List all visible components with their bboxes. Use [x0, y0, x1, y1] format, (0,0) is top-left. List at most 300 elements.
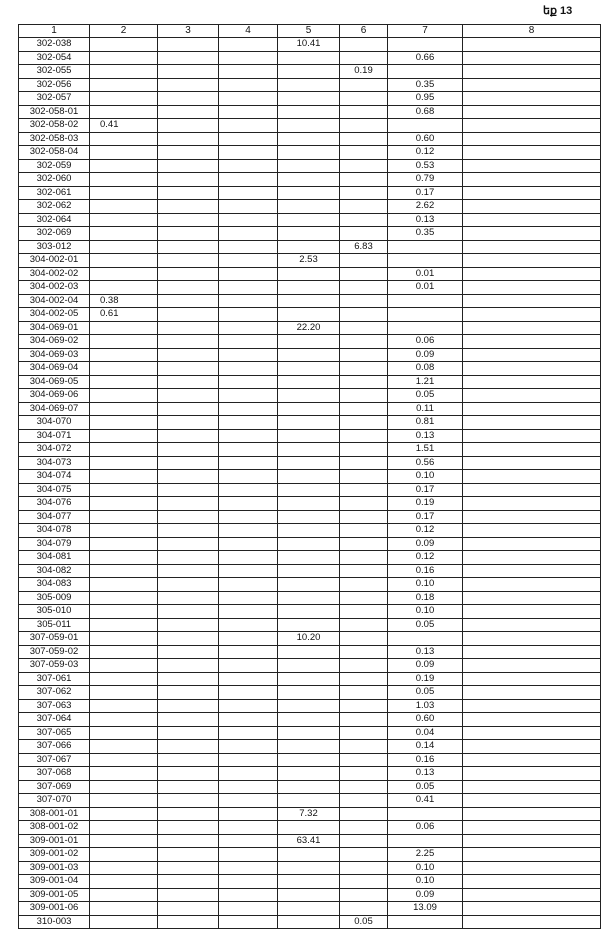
table-cell-col-3: [158, 510, 219, 524]
table-cell-col-2: [90, 200, 158, 214]
table-cell-col-2: [90, 92, 158, 106]
table-cell-col-7: 2.25: [388, 848, 463, 862]
table-cell-col-6: [340, 321, 388, 335]
table-cell-col-7: 0.13: [388, 429, 463, 443]
table-cell-col-1: 304-069-03: [19, 348, 90, 362]
table-cell-col-5: [278, 119, 340, 133]
table-row: [19, 227, 601, 241]
table-cell-col-6: [340, 213, 388, 227]
table-cell-col-7: 0.17: [388, 483, 463, 497]
table-cell-col-4: [219, 821, 278, 835]
page-number: եք 13: [543, 5, 573, 17]
table-cell-col-8: [463, 605, 601, 619]
table-cell-col-6: [340, 861, 388, 875]
table-cell-col-3: [158, 564, 219, 578]
table-cell-col-4: [219, 537, 278, 551]
table-body: [19, 38, 601, 929]
table-cell-col-4: [219, 699, 278, 713]
table-cell-col-3: [158, 335, 219, 349]
table-cell-col-8: [463, 632, 601, 646]
table-cell-col-3: [158, 294, 219, 308]
table-cell-col-6: [340, 875, 388, 889]
table-cell-col-1: 309-001-06: [19, 902, 90, 916]
table-cell-col-5: [278, 105, 340, 119]
table-cell-col-4: [219, 686, 278, 700]
table-cell-col-8: [463, 834, 601, 848]
table-cell-col-7: 0.14: [388, 740, 463, 754]
table-cell-col-2: [90, 767, 158, 781]
table-row: [19, 767, 601, 781]
table-cell-col-6: [340, 807, 388, 821]
table-cell-col-3: [158, 821, 219, 835]
table-cell-col-4: [219, 65, 278, 79]
table-cell-col-1: 302-038: [19, 38, 90, 52]
table-cell-col-1: 307-068: [19, 767, 90, 781]
table-cell-col-1: 304-002-01: [19, 254, 90, 268]
table-cell-col-1: 307-059-03: [19, 659, 90, 673]
table-cell-col-8: [463, 308, 601, 322]
table-row: [19, 362, 601, 376]
table-cell-col-2: [90, 375, 158, 389]
table-cell-col-5: 2.53: [278, 254, 340, 268]
table-cell-col-6: [340, 281, 388, 295]
table-cell-col-8: [463, 807, 601, 821]
table-cell-col-2: [90, 267, 158, 281]
table-row: [19, 308, 601, 322]
table-cell-col-2: 0.61: [90, 308, 158, 322]
table-cell-col-3: [158, 740, 219, 754]
table-cell-col-4: [219, 591, 278, 605]
table-cell-col-1: 304-079: [19, 537, 90, 551]
table-cell-col-5: [278, 267, 340, 281]
table-cell-col-7: [388, 38, 463, 52]
table-row: [19, 510, 601, 524]
table-row: [19, 605, 601, 619]
table-cell-col-2: [90, 780, 158, 794]
table-cell-col-4: [219, 834, 278, 848]
table-cell-col-8: [463, 470, 601, 484]
table-cell-col-2: [90, 281, 158, 295]
table-row: [19, 821, 601, 835]
table-cell-col-3: [158, 254, 219, 268]
table-cell-col-8: [463, 497, 601, 511]
table-cell-col-4: [219, 348, 278, 362]
table-cell-col-6: [340, 713, 388, 727]
table-cell-col-5: [278, 470, 340, 484]
table-cell-col-3: [158, 497, 219, 511]
table-row: [19, 699, 601, 713]
table-cell-col-4: [219, 524, 278, 538]
table-cell-col-3: [158, 645, 219, 659]
table-cell-col-6: [340, 551, 388, 565]
table-cell-col-4: [219, 281, 278, 295]
table-row: [19, 807, 601, 821]
table-cell-col-5: [278, 456, 340, 470]
table-cell-col-5: [278, 132, 340, 146]
table-cell-col-6: [340, 456, 388, 470]
table-cell-col-6: [340, 38, 388, 52]
table-cell-col-6: [340, 794, 388, 808]
table-cell-col-4: [219, 240, 278, 254]
table-cell-col-1: 304-073: [19, 456, 90, 470]
table-cell-col-7: 0.06: [388, 821, 463, 835]
table-cell-col-8: [463, 686, 601, 700]
table-cell-col-4: [219, 713, 278, 727]
table-row: [19, 294, 601, 308]
table-cell-col-6: [340, 578, 388, 592]
table-cell-col-3: [158, 861, 219, 875]
table-cell-col-2: [90, 335, 158, 349]
table-cell-col-2: [90, 159, 158, 173]
table-cell-col-3: [158, 348, 219, 362]
table-cell-col-6: [340, 294, 388, 308]
table-cell-col-8: [463, 915, 601, 929]
table-cell-col-5: [278, 848, 340, 862]
table-cell-col-5: [278, 888, 340, 902]
table-cell-col-7: 0.41: [388, 794, 463, 808]
table-cell-col-1: 302-056: [19, 78, 90, 92]
table-cell-col-1: 304-072: [19, 443, 90, 457]
table-cell-col-8: [463, 551, 601, 565]
table-cell-col-1: 307-063: [19, 699, 90, 713]
table-cell-col-5: [278, 753, 340, 767]
table-cell-col-6: [340, 740, 388, 754]
table-row: [19, 213, 601, 227]
table-row: [19, 92, 601, 106]
table-cell-col-6: [340, 389, 388, 403]
table-row: [19, 915, 601, 929]
table-cell-col-2: [90, 510, 158, 524]
table-row: [19, 38, 601, 52]
table-cell-col-5: [278, 227, 340, 241]
table-cell-col-8: [463, 38, 601, 52]
table-cell-col-5: [278, 173, 340, 187]
table-cell-col-5: [278, 308, 340, 322]
table-cell-col-5: [278, 551, 340, 565]
table-row: [19, 848, 601, 862]
table-cell-col-1: 307-069: [19, 780, 90, 794]
table-cell-col-5: [278, 618, 340, 632]
table-cell-col-8: [463, 699, 601, 713]
table-cell-col-6: [340, 429, 388, 443]
table-cell-col-6: [340, 348, 388, 362]
table-cell-col-5: [278, 92, 340, 106]
table-cell-col-4: [219, 146, 278, 160]
table-row: [19, 794, 601, 808]
table-cell-col-5: [278, 564, 340, 578]
table-cell-col-6: [340, 510, 388, 524]
table-cell-col-1: 307-062: [19, 686, 90, 700]
table-row: [19, 119, 601, 133]
table-cell-col-6: [340, 254, 388, 268]
table-row: [19, 146, 601, 160]
table-cell-col-4: [219, 497, 278, 511]
table-cell-col-8: [463, 227, 601, 241]
table-cell-col-4: [219, 132, 278, 146]
table-cell-col-4: [219, 92, 278, 106]
table-cell-col-8: [463, 146, 601, 160]
table-row: [19, 686, 601, 700]
table-cell-col-7: 0.05: [388, 618, 463, 632]
table-cell-col-6: [340, 524, 388, 538]
table-row: [19, 645, 601, 659]
table-row: [19, 321, 601, 335]
table-cell-col-8: [463, 65, 601, 79]
table-cell-col-3: [158, 213, 219, 227]
header-row: [19, 25, 601, 38]
table-cell-col-1: 304-069-01: [19, 321, 90, 335]
table-cell-col-5: [278, 591, 340, 605]
table-cell-col-8: [463, 821, 601, 835]
table-cell-col-4: [219, 51, 278, 65]
table-row: [19, 186, 601, 200]
table-cell-col-8: [463, 875, 601, 889]
table-cell-col-5: [278, 537, 340, 551]
table-cell-col-6: [340, 632, 388, 646]
table-cell-col-6: [340, 605, 388, 619]
table-cell-col-7: 0.19: [388, 497, 463, 511]
table-cell-col-6: [340, 888, 388, 902]
table-cell-col-7: 0.17: [388, 186, 463, 200]
table-cell-col-1: 304-069-07: [19, 402, 90, 416]
table-cell-col-1: 304-075: [19, 483, 90, 497]
table-row: [19, 429, 601, 443]
table-cell-col-8: [463, 848, 601, 862]
table-cell-col-6: [340, 335, 388, 349]
table-cell-col-8: [463, 780, 601, 794]
table-cell-col-5: [278, 821, 340, 835]
table-cell-col-5: [278, 240, 340, 254]
table-cell-col-2: [90, 915, 158, 929]
table-cell-col-6: [340, 497, 388, 511]
table-cell-col-2: [90, 254, 158, 268]
table-cell-col-3: [158, 132, 219, 146]
table-cell-col-5: [278, 915, 340, 929]
table-cell-col-8: [463, 726, 601, 740]
table-cell-col-3: [158, 227, 219, 241]
column-header-2: 2: [90, 25, 158, 38]
table-cell-col-6: [340, 780, 388, 794]
table-cell-col-3: [158, 578, 219, 592]
table-cell-col-3: [158, 173, 219, 187]
table-cell-col-6: [340, 483, 388, 497]
table-cell-col-6: [340, 591, 388, 605]
table-cell-col-8: [463, 362, 601, 376]
table-cell-col-8: [463, 537, 601, 551]
table-cell-col-5: [278, 726, 340, 740]
table-cell-col-3: [158, 902, 219, 916]
table-cell-col-3: [158, 146, 219, 160]
table-cell-col-5: [278, 402, 340, 416]
table-cell-col-5: [278, 159, 340, 173]
table-cell-col-2: [90, 227, 158, 241]
table-cell-col-7: 0.12: [388, 551, 463, 565]
table-cell-col-8: [463, 240, 601, 254]
table-row: [19, 780, 601, 794]
table-cell-col-2: [90, 753, 158, 767]
table-cell-col-7: 0.68: [388, 105, 463, 119]
table-cell-col-6: [340, 470, 388, 484]
table-cell-col-2: [90, 321, 158, 335]
table-cell-col-4: [219, 888, 278, 902]
table-cell-col-2: [90, 551, 158, 565]
table-cell-col-7: 0.35: [388, 227, 463, 241]
table-cell-col-8: [463, 591, 601, 605]
table-cell-col-7: 0.66: [388, 51, 463, 65]
table-cell-col-7: 0.04: [388, 726, 463, 740]
table-cell-col-7: [388, 321, 463, 335]
table-cell-col-2: [90, 632, 158, 646]
table-cell-col-2: [90, 686, 158, 700]
table-cell-col-2: [90, 78, 158, 92]
table-cell-col-7: [388, 240, 463, 254]
table-cell-col-8: [463, 51, 601, 65]
table-cell-col-7: 0.05: [388, 780, 463, 794]
table-cell-col-8: [463, 78, 601, 92]
table-cell-col-7: 13.09: [388, 902, 463, 916]
table-cell-col-5: [278, 794, 340, 808]
table-cell-col-1: 304-083: [19, 578, 90, 592]
table-cell-col-4: [219, 443, 278, 457]
table-cell-col-5: 63.41: [278, 834, 340, 848]
table-cell-col-1: 302-062: [19, 200, 90, 214]
table-row: [19, 65, 601, 79]
table-cell-col-8: [463, 713, 601, 727]
table-cell-col-2: [90, 618, 158, 632]
table-cell-col-2: [90, 645, 158, 659]
table-cell-col-1: 304-077: [19, 510, 90, 524]
table-cell-col-5: [278, 389, 340, 403]
table-cell-col-8: [463, 902, 601, 916]
table-cell-col-8: [463, 564, 601, 578]
table-cell-col-6: [340, 51, 388, 65]
table-row: [19, 267, 601, 281]
table-cell-col-2: [90, 497, 158, 511]
table-cell-col-1: 304-002-03: [19, 281, 90, 295]
table-cell-col-1: 309-001-05: [19, 888, 90, 902]
table-cell-col-4: [219, 173, 278, 187]
table-cell-col-8: [463, 659, 601, 673]
table-cell-col-6: [340, 146, 388, 160]
table-cell-col-6: [340, 267, 388, 281]
table-cell-col-5: 22.20: [278, 321, 340, 335]
table-cell-col-8: [463, 159, 601, 173]
table-cell-col-4: [219, 780, 278, 794]
table-cell-col-1: 304-074: [19, 470, 90, 484]
table-cell-col-1: 304-082: [19, 564, 90, 578]
table-cell-col-2: [90, 38, 158, 52]
table-cell-col-2: [90, 389, 158, 403]
table-cell-col-3: [158, 200, 219, 214]
table-cell-col-2: [90, 537, 158, 551]
table-cell-col-1: 304-069-02: [19, 335, 90, 349]
table-cell-col-1: 309-001-01: [19, 834, 90, 848]
table-cell-col-2: [90, 524, 158, 538]
table-row: [19, 78, 601, 92]
table-cell-col-4: [219, 38, 278, 52]
table-cell-col-4: [219, 605, 278, 619]
table-cell-col-7: 0.10: [388, 861, 463, 875]
table-cell-col-3: [158, 416, 219, 430]
table-cell-col-3: [158, 767, 219, 781]
table-row: [19, 564, 601, 578]
table-cell-col-2: [90, 132, 158, 146]
table-cell-col-8: [463, 213, 601, 227]
table-cell-col-4: [219, 402, 278, 416]
table-cell-col-4: [219, 456, 278, 470]
table-cell-col-8: [463, 888, 601, 902]
column-header-1: 1: [19, 25, 90, 38]
table-cell-col-4: [219, 645, 278, 659]
table-cell-col-6: 6.83: [340, 240, 388, 254]
table-cell-col-7: 1.51: [388, 443, 463, 457]
table-cell-col-1: 304-002-05: [19, 308, 90, 322]
table-cell-col-5: [278, 686, 340, 700]
table-cell-col-8: [463, 524, 601, 538]
table-cell-col-3: [158, 591, 219, 605]
table-row: [19, 240, 601, 254]
table-cell-col-1: 303-012: [19, 240, 90, 254]
table-cell-col-5: [278, 767, 340, 781]
table-cell-col-2: [90, 591, 158, 605]
table-cell-col-2: [90, 578, 158, 592]
table-cell-col-8: [463, 375, 601, 389]
table-cell-col-2: [90, 713, 158, 727]
table-cell-col-4: [219, 767, 278, 781]
column-header-7: 7: [388, 25, 463, 38]
table-cell-col-4: [219, 78, 278, 92]
table-cell-col-5: [278, 713, 340, 727]
table-cell-col-6: [340, 173, 388, 187]
table-cell-col-5: [278, 335, 340, 349]
table-cell-col-5: 10.20: [278, 632, 340, 646]
table-cell-col-5: 10.41: [278, 38, 340, 52]
table-cell-col-2: [90, 362, 158, 376]
table-cell-col-2: 0.41: [90, 119, 158, 133]
table-cell-col-2: [90, 564, 158, 578]
table-cell-col-5: [278, 281, 340, 295]
table-cell-col-8: [463, 740, 601, 754]
table-row: [19, 389, 601, 403]
table-cell-col-7: 0.56: [388, 456, 463, 470]
table-cell-col-1: 308-001-02: [19, 821, 90, 835]
table-cell-col-5: [278, 740, 340, 754]
table-cell-col-4: [219, 510, 278, 524]
table-cell-col-3: [158, 605, 219, 619]
table-cell-col-1: 309-001-02: [19, 848, 90, 862]
table-cell-col-1: 304-069-06: [19, 389, 90, 403]
table-cell-col-7: 0.10: [388, 578, 463, 592]
table-row: [19, 200, 601, 214]
table-row: [19, 375, 601, 389]
table-cell-col-1: 307-065: [19, 726, 90, 740]
table-cell-col-3: [158, 915, 219, 929]
table-cell-col-3: [158, 443, 219, 457]
table-cell-col-5: [278, 645, 340, 659]
table-cell-col-7: 0.60: [388, 713, 463, 727]
table-cell-col-3: [158, 78, 219, 92]
table-cell-col-5: [278, 429, 340, 443]
table-cell-col-3: [158, 888, 219, 902]
table-cell-col-1: 302-061: [19, 186, 90, 200]
table-cell-col-8: [463, 672, 601, 686]
table-cell-col-3: [158, 470, 219, 484]
table-cell-col-7: [388, 834, 463, 848]
table-cell-col-3: [158, 524, 219, 538]
table-row: [19, 132, 601, 146]
table-cell-col-8: [463, 443, 601, 457]
table-cell-col-4: [219, 375, 278, 389]
